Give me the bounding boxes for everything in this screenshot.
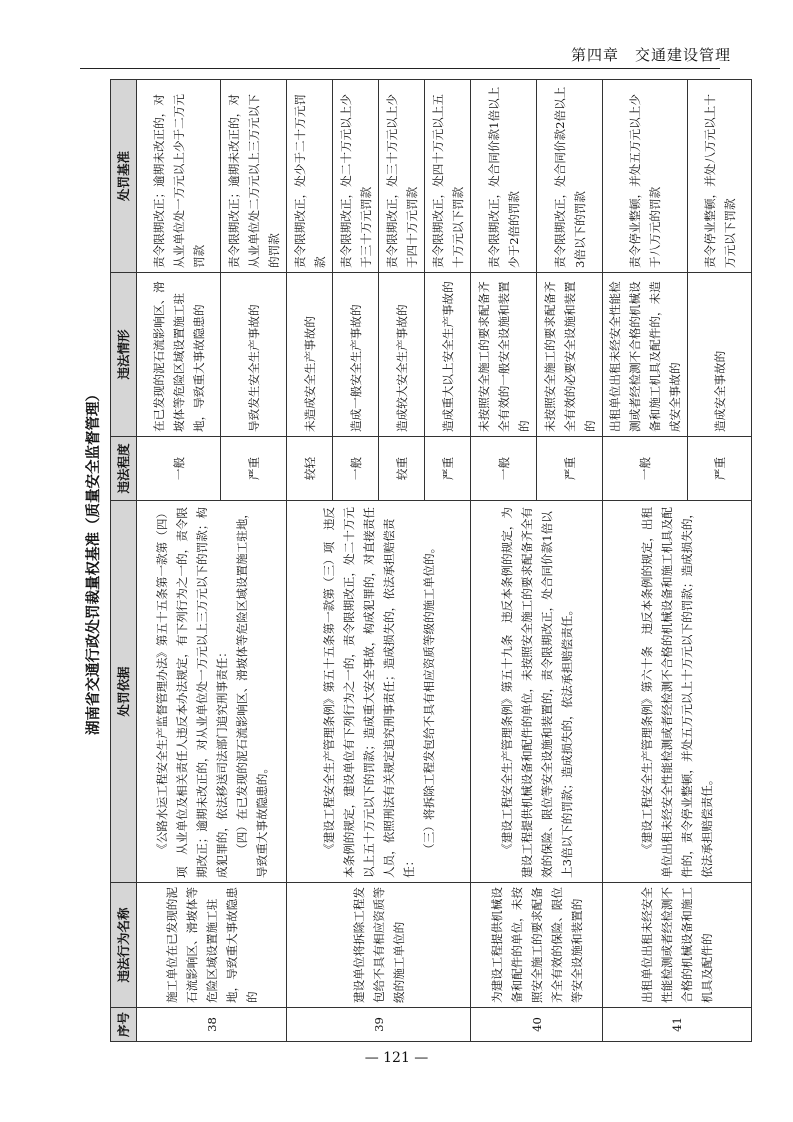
penalty-standard: 责令停业整顿，并处五万元以上少于八万元的罚款 xyxy=(603,80,688,273)
violation-degree: 严重 xyxy=(537,437,603,501)
legal-basis xyxy=(471,501,603,883)
penalty-standard: 责令限期改正，处四十万元以上五十万元以下罚款 xyxy=(425,80,471,273)
violation-situation: 造成安全事故的 xyxy=(688,273,752,437)
penalty-standard: 责令限期改正，处二十万元以上少于三十万元罚款 xyxy=(333,80,379,273)
table-row xyxy=(471,80,537,1042)
violation-degree: 一般 xyxy=(137,437,221,501)
table-title: 湖南省交通行政处罚裁量权基准（质量安全监督管理） xyxy=(86,387,102,735)
violation-situation: 造成一般安全生产事故的 xyxy=(333,273,379,437)
legal-basis xyxy=(137,501,287,883)
legal-basis xyxy=(287,501,471,883)
penalty-standard-table xyxy=(110,79,752,1042)
table-header-row xyxy=(111,80,137,1042)
table-row xyxy=(137,80,221,1042)
penalty-standard: 责令限期改正，处三十万元以上少于四十万元罚款 xyxy=(379,80,425,273)
basis-paragraph: 《建设工程安全生产管理条例》第五十五条第一款第（三）项 违反本条例的规定，建设单位有下列行为之一的，责令限期改正，处二十万元以上五十万元以下的罚款；造成重大安全事故，构成犯罪的，对直接责任人员，依照刑法有关规定追究刑事责任；造成损失的，依法承担赔偿责任： xyxy=(321,506,416,878)
violation-name: 建设单位将拆除工程发包给不具有相应资质等级的施工单位的 xyxy=(287,883,471,1008)
penalty-standard: 责令限期改正；逾期未改正的，对从业单位处二万元以上三万元以下的罚款 xyxy=(221,80,287,273)
header-seq: 序号 xyxy=(111,1008,137,1042)
violation-situation: 未按照安全施工的要求配备齐全有效的必要安全设施和装置的 xyxy=(537,273,603,437)
table-row xyxy=(603,80,688,1042)
penalty-standard: 责令限期改正；逾期未改正的，对从业单位处一万元以上少于二万元罚款 xyxy=(137,80,221,273)
violation-situation: 未按照安全施工的要求配备齐全有效的一般安全设施和装置的 xyxy=(471,273,537,437)
basis-paragraph: 《建设工程安全生产管理条例》第五十九条 违反本条例的规定，为建设工程提供机械设备和配件的单位，未按照安全施工的要求配备齐全有效的保险、限位等安全设施和装置的，责令限期改正，处合同价款1倍以上3倍以下的罚款；造成损失的，依法承担赔偿责任。 xyxy=(499,506,574,878)
penalty-standard: 责令限期改正，处合同价款1倍以上少于2倍的罚款 xyxy=(471,80,537,273)
penalty-standard: 责令限期改正，处少于二十万元罚款 xyxy=(287,80,333,273)
rotated-table-page xyxy=(80,80,737,1042)
row-seq: 41 xyxy=(603,1008,752,1042)
page-number: — 121 — xyxy=(364,1050,429,1066)
row-seq: 38 xyxy=(137,1008,287,1042)
violation-degree: 较重 xyxy=(379,437,425,501)
violation-degree: 一般 xyxy=(333,437,379,501)
basis-paragraph: （四）在已发现的泥石流影响区、滑坡体等危险区域设置施工驻地，导致重大事故隐患的。 xyxy=(234,506,269,878)
header-violation-name: 违法行为名称 xyxy=(111,883,137,1008)
violation-degree: 一般 xyxy=(603,437,688,501)
row-seq: 39 xyxy=(287,1008,471,1042)
violation-name: 出租单位出租未经安全性能检测或者经检测不合格的机械设备和施工机具及配件的 xyxy=(603,883,752,1008)
penalty-standard: 责令停业整顿，并处八万元以上十万元以下罚款 xyxy=(688,80,752,273)
violation-situation: 造成较大安全生产事故的 xyxy=(379,273,425,437)
header-situation: 违法情形 xyxy=(111,273,137,437)
violation-situation: 导致发生安全生产事故的 xyxy=(221,273,287,437)
violation-situation: 在已发现的泥石流影响区、滑坡体等危险区域设置施工驻地，导致重大事故隐患的 xyxy=(137,273,221,437)
basis-paragraph: 《公路水运工程安全生产监督管理办法》第五十五条第一款第（四）项 从业单位及相关责任人违反本办法规定，有下列行为之一的，责令限期改正；逾期未改正的，对从业单位处一万元以上三万元以下的罚款；构成犯罪的，依法移送司法部门追究刑事责任： xyxy=(154,506,229,878)
violation-name: 施工单位在已发现的泥石流影响区、滑坡体等危险区域设置施工驻地，导致重大事故隐患的 xyxy=(137,883,287,1008)
row-seq: 40 xyxy=(471,1008,603,1042)
header-penalty-standard: 处罚基准 xyxy=(111,80,137,273)
violation-degree: 较轻 xyxy=(287,437,333,501)
violation-degree: 严重 xyxy=(425,437,471,501)
violation-degree: 一般 xyxy=(471,437,537,501)
basis-paragraph: （三）将拆除工程发包给不具有相应资质等级的施工单位的。 xyxy=(421,541,436,855)
basis-paragraph: 《建设工程安全生产管理条例》第六十条 违反本条例的规定，出租单位出租未经安全性能检测或者经检测不合格的机械设备和施工机具及配件的，责令停业整顿，并处五万元以上十万元以下的罚款；造成损失的，依法承担赔偿责任。 xyxy=(640,506,714,878)
violation-situation: 出租单位出租未经安全性能检测或者经检测不合格的机械设备和施工机具及配件的，未造成安全事故的 xyxy=(603,273,688,437)
running-head: 第四章 交通建设管理 xyxy=(570,46,731,64)
header-rule xyxy=(80,68,720,69)
violation-situation: 造成重大以上安全生产事故的 xyxy=(425,273,471,437)
violation-degree: 严重 xyxy=(688,437,752,501)
header-legal-basis: 处罚依据 xyxy=(111,501,137,883)
legal-basis xyxy=(603,501,752,883)
violation-situation: 未造成安全生产事故的 xyxy=(287,273,333,437)
violation-name: 为建设工程提供机械设备和配件的单位，未按照安全施工的要求配备齐全有效的保险、限位等安全设施和装置的 xyxy=(471,883,603,1008)
violation-degree: 严重 xyxy=(221,437,287,501)
penalty-standard: 责令限期改正，处合同价款2倍以上3倍以下的罚款 xyxy=(537,80,603,273)
header-degree: 违法程度 xyxy=(111,437,137,501)
table-row xyxy=(287,80,333,1042)
